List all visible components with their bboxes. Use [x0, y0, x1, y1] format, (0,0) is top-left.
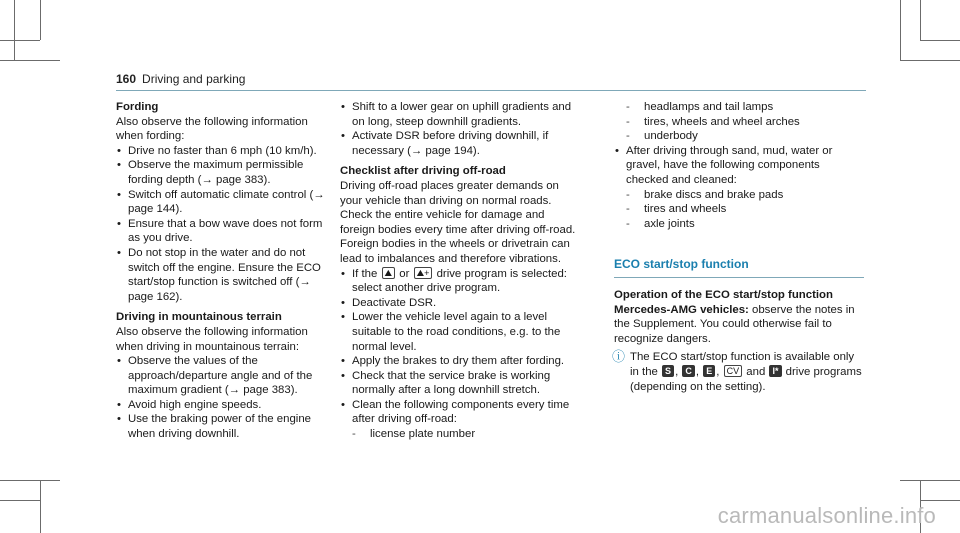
page-number: 160	[116, 72, 137, 86]
list-item: • Observe the maximum permissible fording depth (→ page 383).	[116, 158, 336, 187]
sub-list-item: - tires, wheels and wheel arches	[614, 115, 864, 130]
crop-mark	[0, 40, 40, 41]
crop-mark	[40, 0, 41, 40]
list-item: • Clean the following components every time after driving off-road:	[340, 398, 580, 427]
section-rule	[614, 277, 864, 278]
crop-mark	[40, 480, 41, 533]
info-icon: ⓘ	[612, 349, 626, 365]
checklist-heading: Checklist after driving off-road	[340, 165, 506, 178]
eco-section-title: ECO start/stop function	[614, 257, 749, 272]
sub-list-item: - headlamps and tail lamps	[614, 100, 864, 115]
column-1	[116, 100, 336, 442]
drive-item-prefix: If the	[352, 267, 378, 280]
note-and: and	[746, 365, 766, 378]
fording-intro: Also observe the following information when fording:	[116, 115, 308, 143]
note-suffix: drive programs (depending on the setting).	[630, 365, 862, 393]
sport-program-icon: S	[662, 365, 674, 377]
eco-operation-text	[614, 288, 864, 346]
list-item: • Use the braking power of the engine when driving downhill.	[116, 412, 336, 441]
eco-program-icon: E	[703, 365, 715, 377]
list-item: • Lower the vehicle level again to a level suitable to the road conditions, e.g. to the normal level.	[340, 310, 580, 354]
mountain-heading: Driving in mountainous terrain	[116, 311, 282, 324]
checklist-intro: Driving off-road places greater demands on your vehicle than driving on normal roads. Check the entire vehicle for damage and foreign bodies every time after driving off-road. Foreign bodies in the wheels or drivetrain can lead to imbalances and therefore vibrations.	[340, 179, 576, 265]
custom-program-icon: I*	[769, 365, 781, 377]
list-item: • Shift to a lower gear on uphill gradients and on long, steep downhill gradients.	[340, 100, 580, 129]
sub-list-item: - tires and wheels	[614, 202, 864, 217]
sub-list-item: - axle joints	[614, 217, 864, 232]
list-item: • Switch off automatic climate control (→ page 144).	[116, 188, 336, 217]
checklist-list	[340, 267, 580, 442]
offroad-program-icon: ⛰	[382, 267, 396, 279]
components-list	[614, 100, 864, 231]
comfort-program-icon: C	[682, 365, 695, 377]
sub-list-item: - underbody	[614, 129, 864, 144]
mountain-intro: Also observe the following information when driving in mountainous terrain:	[116, 325, 308, 353]
list-item: • Observe the values of the approach/departure angle and of the maximum gradient (→ page 383).	[116, 354, 336, 398]
list-item: • Drive no faster than 6 mph (10 km/h).	[116, 144, 336, 159]
list-item: • Deactivate DSR.	[340, 296, 580, 311]
list-item: • After driving through sand, mud, water or gravel, have the following components checked and cleaned:	[614, 144, 864, 188]
individual-program-icon: CV	[724, 365, 743, 377]
eco-subhead: Operation of the ECO start/stop function Mercedes-AMG vehicles:	[614, 288, 833, 316]
fording-heading: Fording	[116, 101, 159, 113]
eco-note: ⓘ The ECO start/stop function is available only in the S , C , E , CV and I* drive programs (depending on the setting).	[612, 349, 862, 393]
fording-list	[116, 144, 336, 305]
note-prefix: The ECO start/stop function is available only in the	[630, 351, 855, 378]
list-item: • Ensure that a bow wave does not form as you drive.	[116, 217, 336, 246]
section-title: Driving and parking	[142, 72, 246, 86]
crop-mark	[900, 0, 901, 60]
crop-mark	[900, 60, 960, 61]
offroad-plus-program-icon: ⛰+	[414, 267, 433, 279]
column-2	[340, 100, 580, 442]
crop-mark	[0, 60, 60, 61]
page-header	[116, 72, 245, 86]
list-item: • Avoid high engine speeds.	[116, 398, 336, 413]
sub-list-item: - license plate number	[340, 427, 580, 442]
list-item	[340, 267, 580, 296]
column-3	[614, 100, 864, 394]
watermark: carmanualsonline.info	[717, 503, 936, 528]
list-item: • Check that the service brake is working normally after a long downhill stretch.	[340, 369, 580, 398]
list-item: • Do not stop in the water and do not switch off the engine. Ensure the ECO start/stop function is switched off (→ page 162).	[116, 246, 336, 304]
list-item: • Apply the brakes to dry them after fording.	[340, 354, 580, 369]
header-rule	[116, 90, 866, 91]
list-item: • Activate DSR before driving downhill, if necessary (→ page 194).	[340, 129, 580, 158]
sub-list-item: - brake discs and brake pads	[614, 188, 864, 203]
mountain-list-continued	[340, 100, 580, 158]
eco-body: observe the notes in the Supplement. You could otherwise fail to recognize dangers.	[614, 303, 855, 345]
crop-mark	[900, 480, 960, 481]
crop-mark	[920, 0, 921, 40]
crop-mark	[920, 40, 960, 41]
mountain-list	[116, 354, 336, 442]
drive-item-or: or	[399, 267, 410, 280]
crop-mark	[0, 500, 40, 501]
crop-mark	[14, 0, 15, 60]
drive-item-suffix: drive program is selected: select another drive program.	[352, 267, 567, 295]
crop-mark	[0, 480, 60, 481]
crop-mark	[920, 500, 960, 501]
